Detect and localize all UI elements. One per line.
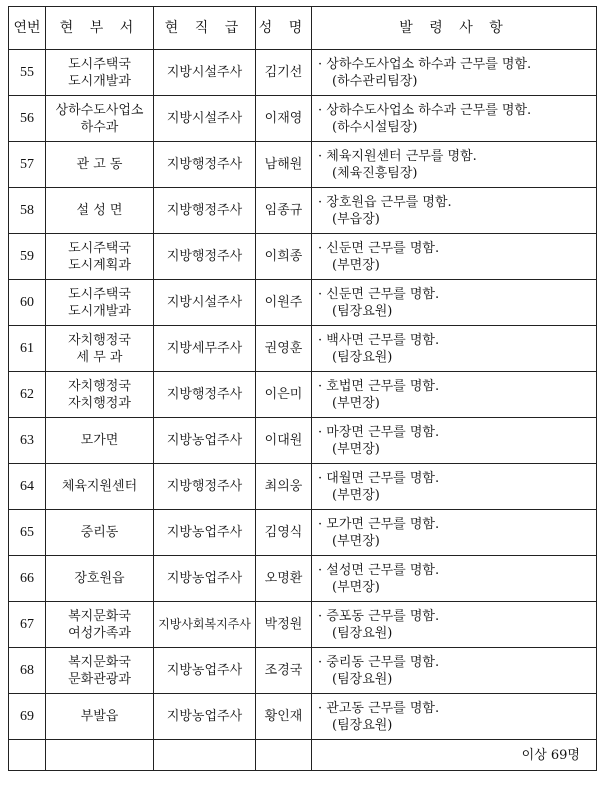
department-line: 자치행정국: [68, 378, 131, 394]
person-name: 임종규: [256, 188, 312, 234]
current-department: [46, 372, 154, 418]
row-number: 67: [9, 602, 46, 648]
order-role: (부읍장): [332, 211, 380, 227]
table-row: [9, 418, 597, 464]
person-name: 이대원: [256, 418, 312, 464]
person-name: 이재영: [256, 96, 312, 142]
department-line: 상하수도사업소: [55, 102, 144, 118]
current-department: [46, 280, 154, 326]
appointment-order: [312, 234, 597, 280]
department-line: 체육지원센터: [61, 479, 138, 494]
current-position: 지방사회복지주사: [154, 602, 256, 648]
department-line: 자치행정과: [68, 395, 131, 411]
person-name: 박정원: [256, 602, 312, 648]
personnel-table: [8, 6, 597, 771]
order-text: · 장호원읍 근무를 명함.: [318, 194, 452, 210]
appointment-order: [312, 372, 597, 418]
header-no: 연번: [9, 7, 46, 50]
order-role: (팀장요원): [332, 717, 393, 733]
footer-row: [9, 740, 597, 771]
appointment-order: [312, 280, 597, 326]
order-text: · 모가면 근무를 명함.: [318, 516, 440, 532]
row-number: 69: [9, 694, 46, 740]
table-row: [9, 464, 597, 510]
table-row: [9, 694, 597, 740]
appointment-order: [312, 142, 597, 188]
table-body: [9, 50, 597, 740]
order-role: (부면장): [332, 487, 380, 503]
appointment-order: [312, 418, 597, 464]
appointment-order: [312, 326, 597, 372]
department-line: 설 성 면: [76, 203, 123, 218]
appointment-order: [312, 510, 597, 556]
current-department: [46, 234, 154, 280]
header-order: 발 령 사 항: [312, 7, 597, 50]
current-department: [46, 510, 154, 556]
department-line: 도시개발과: [68, 73, 131, 89]
current-position: 지방시설주사: [154, 280, 256, 326]
order-role: (부면장): [332, 441, 380, 457]
table-row: [9, 280, 597, 326]
table-row: [9, 50, 597, 96]
person-name: 이원주: [256, 280, 312, 326]
department-line: 도시계획과: [68, 257, 131, 273]
current-position: 지방농업주사: [154, 694, 256, 740]
current-department: [46, 694, 154, 740]
order-role: (부면장): [332, 257, 380, 273]
row-number: 68: [9, 648, 46, 694]
table-row: [9, 602, 597, 648]
appointment-order: [312, 556, 597, 602]
header-row: [9, 7, 597, 50]
order-text: · 대월면 근무를 명함.: [318, 470, 440, 486]
current-position: 지방행정주사: [154, 188, 256, 234]
current-department: [46, 464, 154, 510]
current-department: [46, 50, 154, 96]
person-name: 황인재: [256, 694, 312, 740]
order-text: · 관고동 근무를 명함.: [318, 700, 440, 716]
current-position: 지방행정주사: [154, 464, 256, 510]
department-line: 도시주택국: [68, 56, 131, 72]
department-line: 모가면: [80, 433, 119, 448]
department-line: 복지문화국: [68, 654, 131, 670]
current-department: [46, 602, 154, 648]
order-role: (하수시설팀장): [332, 119, 418, 135]
row-number: 58: [9, 188, 46, 234]
department-line: 문화관광과: [68, 671, 131, 687]
current-department: [46, 648, 154, 694]
appointment-order: [312, 602, 597, 648]
current-position: 지방농업주사: [154, 418, 256, 464]
table-row: [9, 188, 597, 234]
order-role: (팀장요원): [332, 303, 393, 319]
person-name: 남해원: [256, 142, 312, 188]
department-line: 도시개발과: [68, 303, 131, 319]
row-number: 64: [9, 464, 46, 510]
order-text: · 신둔면 근무를 명함.: [318, 240, 440, 256]
department-line: 여성가족과: [68, 625, 131, 641]
person-name: 최의웅: [256, 464, 312, 510]
department-line: 도시주택국: [68, 286, 131, 302]
order-role: (팀장요원): [332, 625, 393, 641]
appointment-order: [312, 188, 597, 234]
order-text: · 신둔면 근무를 명함.: [318, 286, 440, 302]
row-number: 55: [9, 50, 46, 96]
current-department: [46, 188, 154, 234]
person-name: 오명환: [256, 556, 312, 602]
footer-empty-name: [256, 740, 312, 771]
order-text: · 체육지원센터 근무를 명함.: [318, 148, 477, 164]
current-position: 지방행정주사: [154, 142, 256, 188]
appointment-order: [312, 464, 597, 510]
department-line: 장호원읍: [74, 571, 125, 586]
order-text: · 설성면 근무를 명함.: [318, 562, 440, 578]
department-line: 자치행정국: [68, 332, 131, 348]
department-line: 하수과: [80, 119, 119, 135]
order-role: (체육진흥팀장): [332, 165, 418, 181]
header-position: 현 직 급: [154, 7, 256, 50]
personnel-order-document: [8, 6, 596, 771]
table-row: [9, 648, 597, 694]
table-row: [9, 234, 597, 280]
order-text: · 증포동 근무를 명함.: [318, 608, 440, 624]
row-number: 60: [9, 280, 46, 326]
current-department: [46, 326, 154, 372]
table-row: [9, 372, 597, 418]
order-role: (부면장): [332, 395, 380, 411]
table-row: [9, 510, 597, 556]
current-department: [46, 418, 154, 464]
appointment-order: [312, 694, 597, 740]
person-name: 이희종: [256, 234, 312, 280]
department-line: 세 무 과: [76, 349, 123, 365]
row-number: 59: [9, 234, 46, 280]
footer-empty-no: [9, 740, 46, 771]
order-role: (부면장): [332, 533, 380, 549]
row-number: 66: [9, 556, 46, 602]
footer-empty-dept: [46, 740, 154, 771]
person-name: 이은미: [256, 372, 312, 418]
current-position: 지방행정주사: [154, 234, 256, 280]
appointment-order: [312, 96, 597, 142]
person-name: 조경국: [256, 648, 312, 694]
row-number: 56: [9, 96, 46, 142]
appointment-order: [312, 50, 597, 96]
person-name: 권영훈: [256, 326, 312, 372]
current-position: 지방농업주사: [154, 510, 256, 556]
order-role: (부면장): [332, 579, 380, 595]
total-count: 이상 69명: [312, 740, 597, 771]
department-line: 복지문화국: [68, 608, 131, 624]
department-line: 관 고 동: [76, 157, 123, 172]
appointment-order: [312, 648, 597, 694]
current-position: 지방시설주사: [154, 96, 256, 142]
order-text: · 마장면 근무를 명함.: [318, 424, 440, 440]
current-position: 지방시설주사: [154, 50, 256, 96]
footer-empty-position: [154, 740, 256, 771]
order-text: · 상하수도사업소 하수과 근무를 명함.: [318, 56, 532, 72]
order-role: (하수관리팀장): [332, 73, 418, 89]
table-row: [9, 96, 597, 142]
order-text: · 중리동 근무를 명함.: [318, 654, 440, 670]
current-position: 지방행정주사: [154, 372, 256, 418]
current-department: [46, 96, 154, 142]
table-row: [9, 556, 597, 602]
order-text: · 호법면 근무를 명함.: [318, 378, 440, 394]
row-number: 57: [9, 142, 46, 188]
order-role: (팀장요원): [332, 671, 393, 687]
table-row: [9, 326, 597, 372]
person-name: 김영식: [256, 510, 312, 556]
current-position: 지방농업주사: [154, 648, 256, 694]
header-department: 현 부 서: [46, 7, 154, 50]
department-line: 중리동: [80, 525, 119, 540]
order-role: (팀장요원): [332, 349, 393, 365]
row-number: 62: [9, 372, 46, 418]
department-line: 도시주택국: [68, 240, 131, 256]
header-name: 성 명: [256, 7, 312, 50]
current-department: [46, 142, 154, 188]
current-department: [46, 556, 154, 602]
row-number: 65: [9, 510, 46, 556]
current-position: 지방세무주사: [154, 326, 256, 372]
order-text: · 상하수도사업소 하수과 근무를 명함.: [318, 102, 532, 118]
person-name: 김기선: [256, 50, 312, 96]
department-line: 부발읍: [80, 709, 119, 724]
table-row: [9, 142, 597, 188]
row-number: 63: [9, 418, 46, 464]
order-text: · 백사면 근무를 명함.: [318, 332, 440, 348]
current-position: 지방농업주사: [154, 556, 256, 602]
row-number: 61: [9, 326, 46, 372]
